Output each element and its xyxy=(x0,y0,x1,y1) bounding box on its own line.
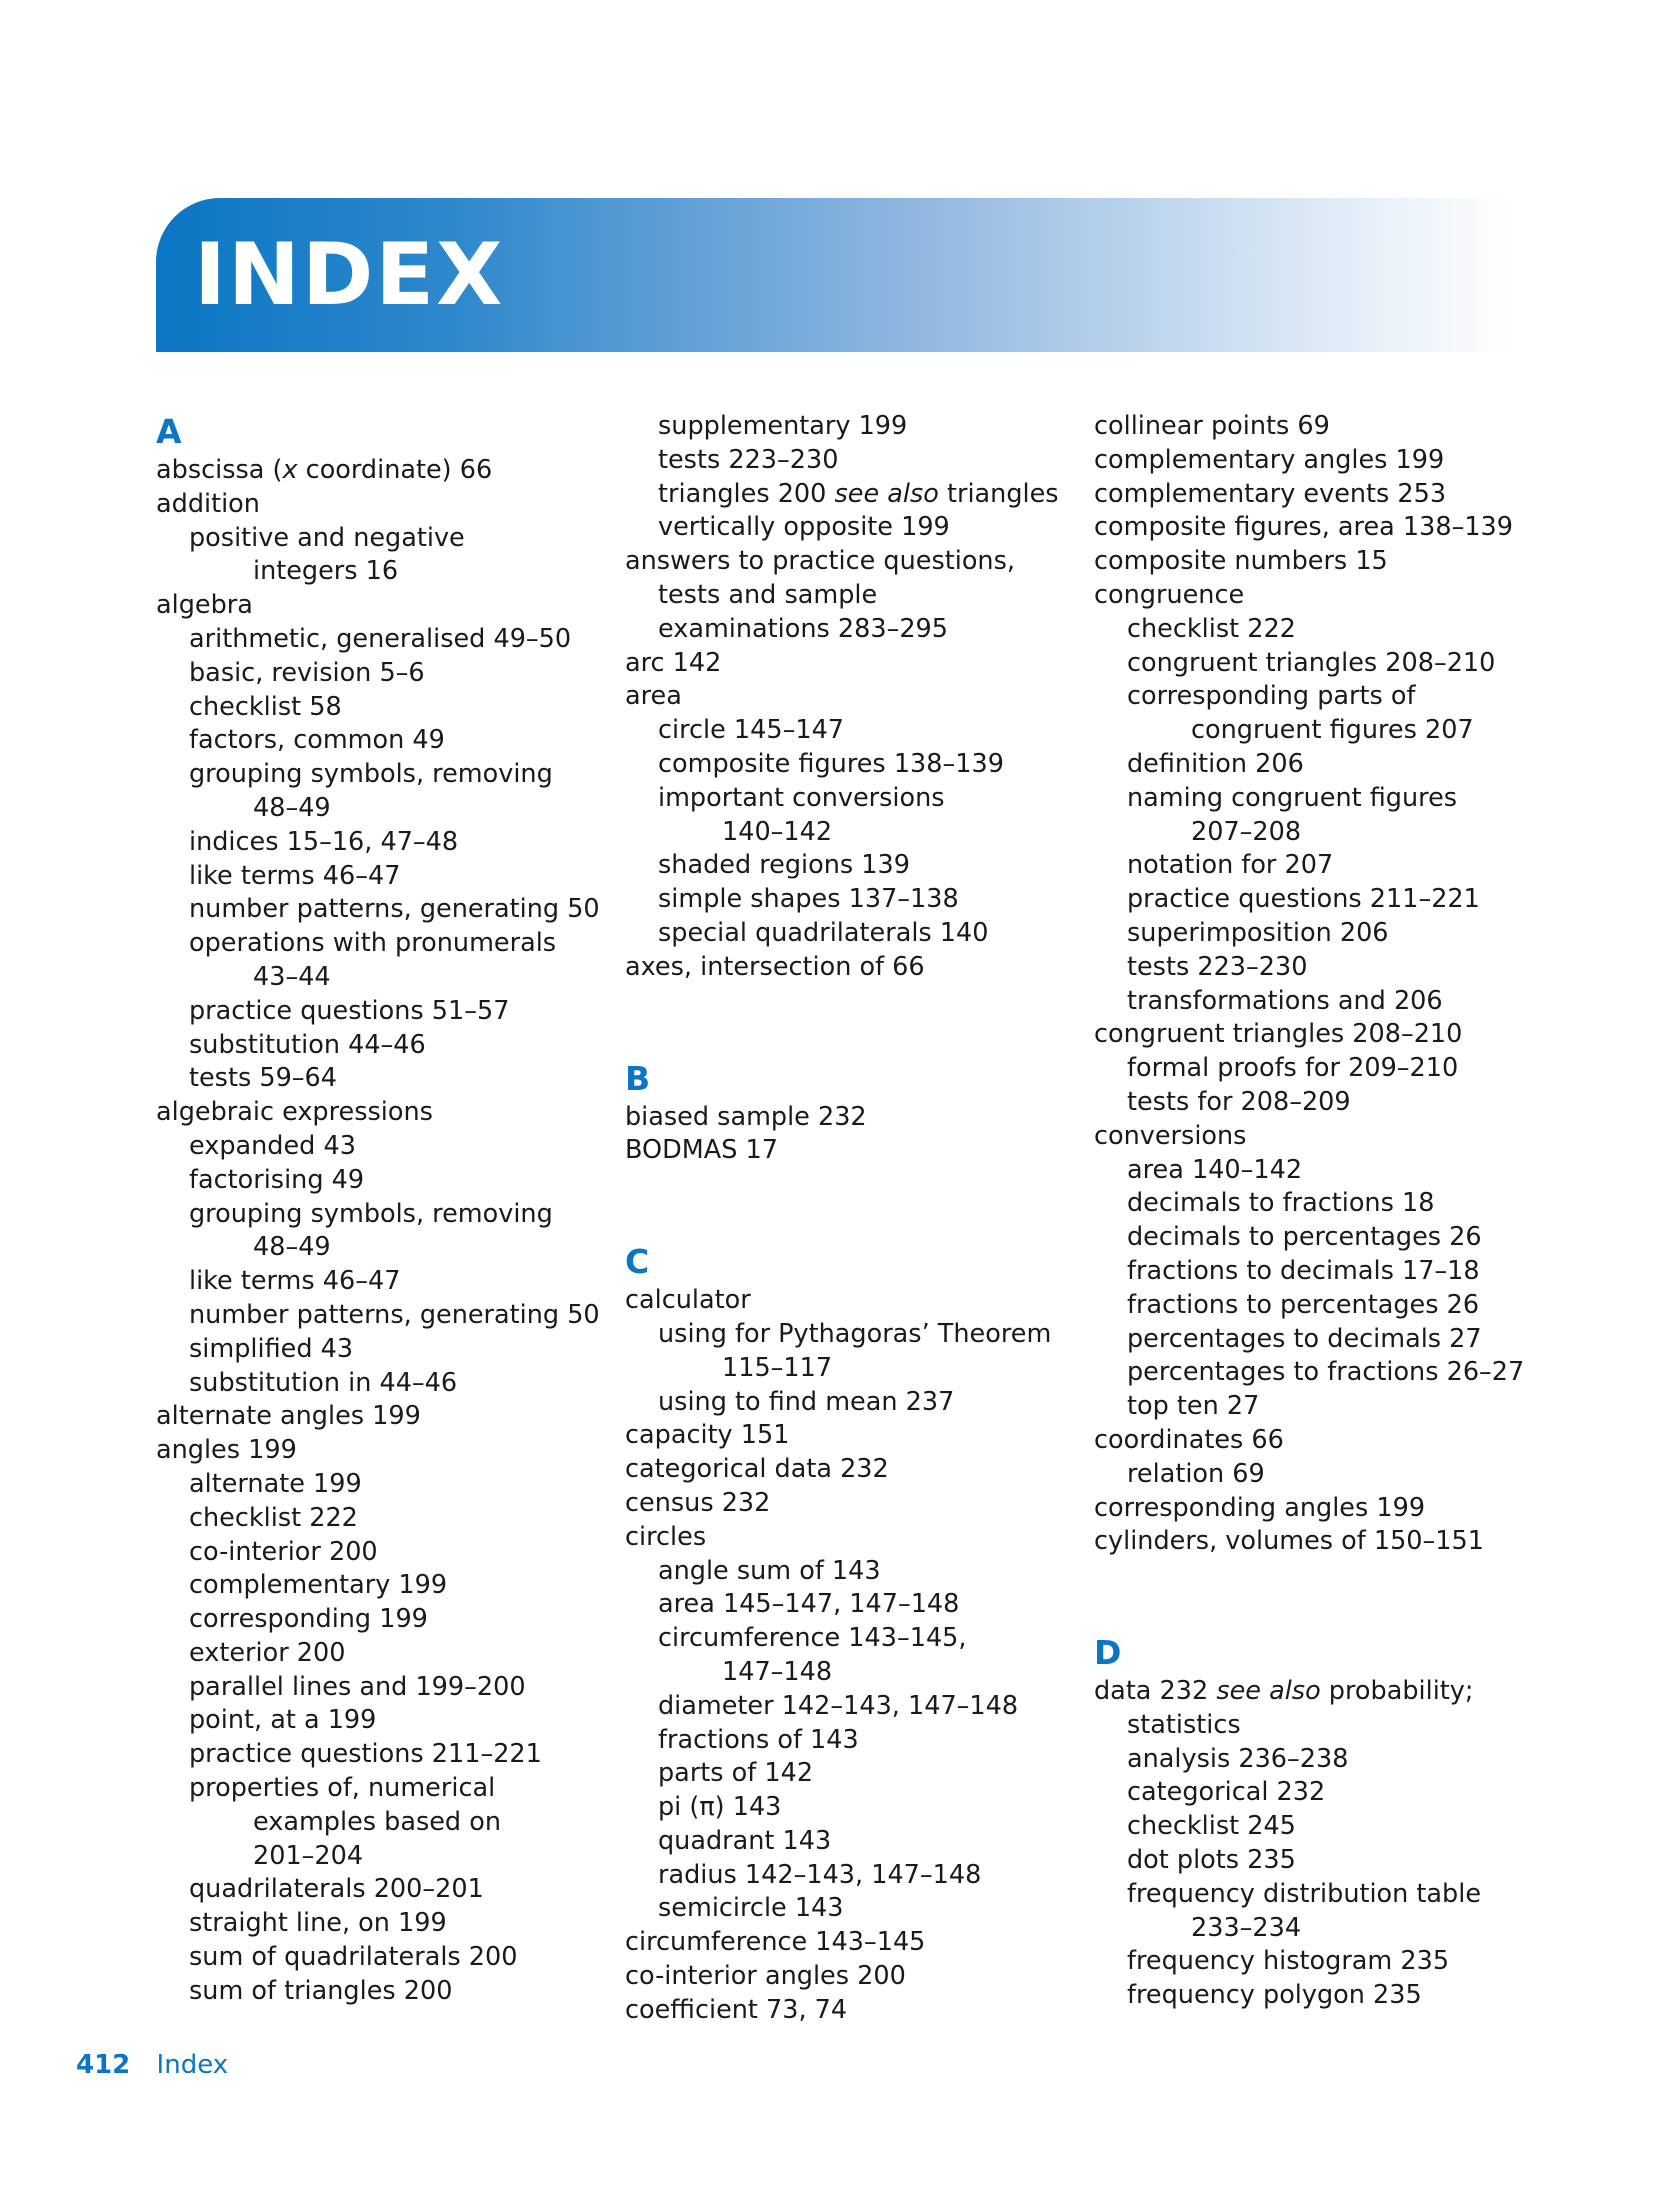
index-entry: alternate angles 199 xyxy=(156,1401,421,1432)
index-subentry: co-interior 200 xyxy=(189,1536,378,1567)
index-subentry: parallel lines and 199–200 xyxy=(189,1671,526,1702)
index-entry: composite figures, area 138–139 xyxy=(1094,512,1513,543)
index-subentry: radius 142–143, 147–148 xyxy=(658,1859,982,1890)
index-subentry: examinations 283–295 xyxy=(658,613,949,644)
index-entry: area xyxy=(625,681,682,712)
index-entry: circles xyxy=(625,1521,707,1552)
index-subentry: quadrant 143 xyxy=(658,1825,832,1856)
section-gap xyxy=(625,1168,1065,1240)
index-column-3 xyxy=(1094,410,1534,2013)
index-subentry: formal proofs for 209–210 xyxy=(1127,1053,1459,1084)
index-entry: congruent triangles 208–210 xyxy=(1094,1019,1463,1050)
index-subentry: checklist 58 xyxy=(189,691,342,722)
index-subentry: point, at a 199 xyxy=(189,1705,377,1736)
index-continuation: 233–234 xyxy=(1191,1912,1302,1943)
index-continuation: 43–44 xyxy=(253,961,331,992)
index-entry: census 232 xyxy=(625,1487,771,1518)
index-entry: capacity 151 xyxy=(625,1420,790,1451)
index-subentry: quadrilaterals 200–201 xyxy=(189,1874,484,1905)
index-subentry: grouping symbols, removing xyxy=(189,1198,553,1229)
index-subentry: arithmetic, generalised 49–50 xyxy=(189,623,572,654)
index-continuation: examples based on xyxy=(253,1806,501,1837)
index-entry: axes, intersection of 66 xyxy=(625,951,925,982)
index-subentry: like terms 46–47 xyxy=(189,1266,401,1297)
index-subentry: positive and negative xyxy=(189,522,465,553)
index-subentry: supplementary 199 xyxy=(658,411,908,441)
section-letter: A xyxy=(156,412,182,451)
section-letter: C xyxy=(625,1242,650,1282)
index-subentry: circumference 143–145, xyxy=(658,1623,967,1654)
index-subentry: transformations and 206 xyxy=(1127,985,1443,1016)
index-subentry: checklist 245 xyxy=(1127,1811,1296,1842)
index-subentry: operations with pronumerals xyxy=(189,928,557,959)
index-subentry: triangles 200 see also triangles xyxy=(658,478,1059,509)
index-entry: algebra xyxy=(156,590,253,621)
index-entry: coordinates 66 xyxy=(1094,1424,1284,1455)
index-subentry: corresponding 199 xyxy=(189,1604,428,1635)
index-entry: algebraic expressions xyxy=(156,1097,433,1128)
index-subentry: area 140–142 xyxy=(1127,1154,1303,1185)
index-entry: conversions xyxy=(1094,1120,1247,1151)
index-entry: abscissa (x coordinate) 66 xyxy=(156,455,493,485)
index-subentry: important conversions xyxy=(658,782,945,813)
index-entry: categorical data 232 xyxy=(625,1454,889,1485)
index-subentry: practice questions 211–221 xyxy=(189,1739,542,1770)
index-subentry: notation for 207 xyxy=(1127,850,1334,881)
index-subentry: simple shapes 137–138 xyxy=(658,884,959,915)
index-subentry: special quadrilaterals 140 xyxy=(658,917,989,948)
index-subentry: naming congruent figures xyxy=(1127,782,1458,813)
index-continuation: 115–117 xyxy=(722,1352,833,1383)
index-subentry: alternate 199 xyxy=(189,1468,362,1499)
index-entry: corresponding angles 199 xyxy=(1094,1492,1426,1523)
index-subentry: tests 59–64 xyxy=(189,1063,338,1094)
index-continuation: integers 16 xyxy=(253,556,399,587)
index-subentry: number patterns, generating 50 xyxy=(189,894,600,925)
index-subentry: frequency histogram 235 xyxy=(1127,1946,1450,1977)
index-entry: angles 199 xyxy=(156,1435,297,1466)
index-subentry: indices 15–16, 47–48 xyxy=(189,826,459,857)
index-title-banner xyxy=(156,198,1510,352)
index-subentry: exterior 200 xyxy=(189,1637,346,1668)
index-entry: answers to practice questions, xyxy=(625,546,1015,577)
index-continuation: 147–148 xyxy=(722,1656,833,1687)
index-subentry: frequency polygon 235 xyxy=(1127,1980,1422,2011)
index-subentry: parts of 142 xyxy=(658,1758,814,1789)
index-continuation: 207–208 xyxy=(1191,816,1302,847)
index-subentry: simplified 43 xyxy=(189,1333,354,1364)
index-subentry: fractions to decimals 17–18 xyxy=(1127,1255,1480,1286)
index-entry: coefficient 73, 74 xyxy=(625,1994,848,2025)
index-subentry: dot plots 235 xyxy=(1127,1845,1296,1876)
index-subentry: frequency distribution table xyxy=(1127,1878,1482,1909)
index-entry: co-interior angles 200 xyxy=(625,1961,906,1992)
index-entry: collinear points 69 xyxy=(1094,411,1330,441)
index-entry: arc 142 xyxy=(625,647,722,678)
index-subentry: properties of, numerical xyxy=(189,1773,496,1804)
index-subentry: fractions of 143 xyxy=(658,1724,859,1755)
index-subentry: like terms 46–47 xyxy=(189,860,401,891)
index-entry: data 232 see also probability; xyxy=(1094,1676,1474,1707)
index-continuation: 201–204 xyxy=(253,1840,364,1871)
index-subentry: percentages to decimals 27 xyxy=(1127,1323,1482,1354)
index-subentry: tests for 208–209 xyxy=(1127,1086,1351,1117)
index-subentry: area 145–147, 147–148 xyxy=(658,1589,960,1620)
index-continuation: 48–49 xyxy=(253,1232,331,1263)
index-continuation: 140–142 xyxy=(722,816,833,847)
index-subentry: number patterns, generating 50 xyxy=(189,1299,600,1330)
index-subentry: analysis 236–238 xyxy=(1127,1743,1349,1774)
index-subentry: substitution 44–46 xyxy=(189,1029,426,1060)
index-subentry: congruent triangles 208–210 xyxy=(1127,647,1496,678)
index-subentry: basic, revision 5–6 xyxy=(189,657,425,688)
page-number: 412 xyxy=(76,2050,131,2080)
index-subentry: diameter 142–143, 147–148 xyxy=(658,1690,1019,1721)
index-subentry: composite figures 138–139 xyxy=(658,748,1004,779)
index-subentry: practice questions 51–57 xyxy=(189,995,510,1026)
index-column-1 xyxy=(156,410,600,2009)
index-subentry: sum of quadrilaterals 200 xyxy=(189,1942,518,1973)
index-subentry: circle 145–147 xyxy=(658,715,845,746)
index-subentry: using for Pythagoras’ Theorem xyxy=(658,1318,1052,1349)
index-subentry: categorical 232 xyxy=(1127,1777,1326,1808)
index-subentry: tests 223–230 xyxy=(1127,951,1308,982)
index-subentry: substitution in 44–46 xyxy=(189,1367,458,1398)
index-subentry: decimals to percentages 26 xyxy=(1127,1222,1482,1253)
index-subentry: tests and sample xyxy=(658,579,878,610)
index-entry: complementary angles 199 xyxy=(1094,444,1445,475)
index-subentry: semicircle 143 xyxy=(658,1893,844,1924)
index-subentry: corresponding parts of xyxy=(1127,681,1416,712)
index-continuation: 48–49 xyxy=(253,792,331,823)
index-subentry: expanded 43 xyxy=(189,1130,356,1161)
index-subentry: decimals to fractions 18 xyxy=(1127,1188,1435,1219)
index-subentry: vertically opposite 199 xyxy=(658,512,950,543)
index-column-2 xyxy=(625,410,1065,2028)
index-subentry: statistics xyxy=(1127,1709,1241,1740)
section-letter: B xyxy=(625,1058,651,1098)
index-entry: congruence xyxy=(1094,579,1245,610)
page-title: INDEX xyxy=(194,225,505,325)
index-entry: biased sample 232 xyxy=(625,1101,867,1132)
section-letter: D xyxy=(1094,1633,1122,1673)
index-entry: complementary events 253 xyxy=(1094,478,1447,509)
footer-label: Index xyxy=(156,2050,229,2080)
index-subentry: percentages to fractions 26–27 xyxy=(1127,1357,1525,1388)
index-subentry: angle sum of 143 xyxy=(658,1555,881,1586)
page-footer xyxy=(76,2047,228,2083)
section-gap xyxy=(1094,1559,1534,1631)
index-subentry: grouping symbols, removing xyxy=(189,759,553,790)
index-subentry: fractions to percentages 26 xyxy=(1127,1289,1480,1320)
index-entry: calculator xyxy=(625,1285,751,1316)
index-entry: BODMAS 17 xyxy=(625,1135,778,1166)
index-subentry: using to find mean 237 xyxy=(658,1386,955,1417)
index-subentry: pi (π) 143 xyxy=(658,1792,782,1823)
index-subentry: factorising 49 xyxy=(189,1164,365,1195)
index-subentry: superimposition 206 xyxy=(1127,917,1389,948)
index-entry: addition xyxy=(156,488,260,519)
index-subentry: top ten 27 xyxy=(1127,1391,1260,1422)
index-subentry: tests 223–230 xyxy=(658,444,839,475)
index-entry: cylinders, volumes of 150–151 xyxy=(1094,1526,1484,1557)
index-subentry: shaded regions 139 xyxy=(658,850,910,881)
index-continuation: congruent figures 207 xyxy=(1191,715,1474,746)
index-subentry: relation 69 xyxy=(1127,1458,1265,1489)
index-subentry: practice questions 211–221 xyxy=(1127,884,1480,915)
index-subentry: checklist 222 xyxy=(189,1502,358,1533)
index-subentry: definition 206 xyxy=(1127,748,1304,779)
index-subentry: complementary 199 xyxy=(189,1570,448,1601)
index-entry: circumference 143–145 xyxy=(625,1927,926,1958)
index-subentry: sum of triangles 200 xyxy=(189,1975,453,2006)
index-subentry: straight line, on 199 xyxy=(189,1908,447,1939)
index-subentry: checklist 222 xyxy=(1127,613,1296,644)
index-entry: composite numbers 15 xyxy=(1094,546,1388,577)
section-gap xyxy=(625,985,1065,1057)
index-subentry: factors, common 49 xyxy=(189,725,445,756)
